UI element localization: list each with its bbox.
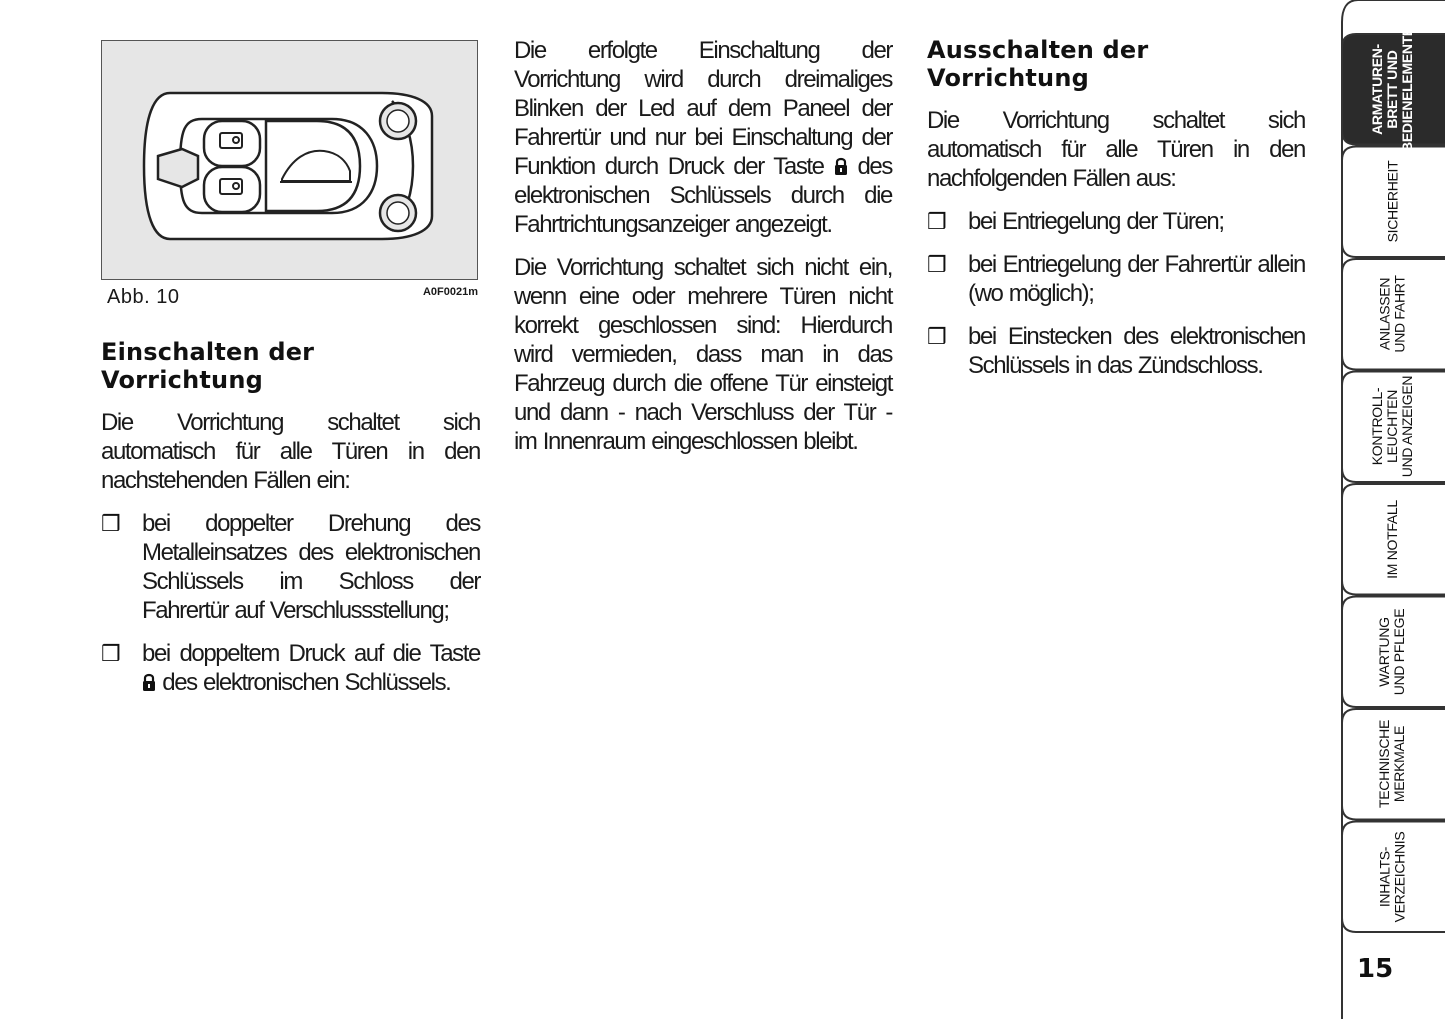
section-tab-label: WARTUNG UND PFLEGE — [1376, 608, 1408, 695]
section-tab[interactable] — [1340, 484, 1445, 595]
intro-einschalten: Die Vorrichtung schaltet sich automatisch für alle Türen in den nachstehenden Fällen ein: — [101, 409, 480, 494]
list-item-text: bei doppelter Drehung des Metalleinsatzes des elektronischen Schlüssels im Schloss der Fahrertür auf Verschlussstellung; — [142, 510, 480, 624]
section-tab-label: KONTROLL- LEUCHTEN UND ANZEIGEN — [1368, 376, 1415, 478]
section-tab[interactable] — [1340, 372, 1445, 483]
paragraph-text: Die erfolgte Einschaltung der Vorrichtung wird durch dreimaliges Blinken der Led auf dem Paneel der Fahrertür und nur bei Einschaltung der Funktion durch Druck der Taste — [514, 37, 892, 180]
page-number: 15 — [1357, 954, 1394, 984]
section-tab-label: INHALTS- VERZEICHNIS — [1376, 831, 1408, 923]
section-tab[interactable] — [1340, 147, 1445, 258]
list-item-text: des elektronischen Schlüssels. — [162, 669, 451, 696]
section-tab[interactable] — [1340, 709, 1445, 820]
figure-label: Abb. 10 — [107, 286, 180, 308]
list-item-text: bei Entriegelung der Fahrertür allein (wo möglich); — [968, 251, 1305, 307]
list-item-text: bei doppeltem Druck auf die Taste — [142, 640, 480, 667]
padlock-icon — [142, 672, 156, 692]
figure-caption — [101, 280, 480, 308]
bullet-icon: ❒ — [927, 324, 946, 349]
section-tab[interactable] — [1340, 597, 1445, 708]
list-item-text: bei Entriegelung der Türen; — [968, 208, 1224, 235]
section-tab-label: IM NOTFALL — [1384, 499, 1400, 579]
left-column — [101, 36, 480, 711]
list-ausschalten — [927, 207, 1305, 380]
section-tab[interactable] — [1340, 259, 1445, 370]
heading-einschalten: Einschalten der Vorrichtung — [101, 338, 315, 394]
heading-ausschalten: Ausschalten der Vorrichtung — [927, 36, 1149, 92]
list-item — [101, 639, 480, 697]
right-column — [927, 36, 1305, 394]
paragraph-not-active: Die Vorrichtung schaltet sich nicht ein, wenn eine oder mehrere Türen nicht korrekt geschlossen sind: Hierdurch wird vermieden, dass man in das Fahrzeug durch die offene Tür einsteigt und dann - nach Verschluss der Tür - im Innenraum eingeschlossen bleibt. — [514, 254, 892, 455]
bullet-icon: ❒ — [101, 641, 120, 666]
bullet-icon: ❒ — [101, 511, 120, 536]
list-item — [927, 207, 1305, 236]
paragraph-text: des elektronischen Schlüssels durch die Fahrtrichtungsanzeiger angezeigt. — [514, 153, 892, 238]
list-item — [101, 509, 480, 625]
list-einschalten — [101, 509, 480, 697]
padlock-icon — [834, 156, 848, 176]
paragraph-confirmation — [514, 36, 892, 239]
section-tab-label: TECHNISCHE MERKMALE — [1376, 720, 1408, 809]
remote-key-icon — [102, 41, 476, 278]
section-tabs — [1340, 0, 1445, 1019]
section-tab-label: ARMATUREN- BRETT UND BEDIENELEMENTE — [1369, 26, 1415, 152]
list-item-text: bei Einstecken des elektronischen Schlüssels in das Zündschloss. — [968, 323, 1305, 379]
section-tab[interactable] — [1340, 822, 1445, 933]
section-tab-label: ANLASSEN UND FAHRT — [1376, 275, 1408, 353]
middle-column — [514, 36, 892, 470]
figure-remote-key — [101, 40, 478, 280]
section-tab-label: SICHERHEIT — [1383, 160, 1400, 243]
section-tab[interactable] — [1340, 26, 1445, 152]
intro-ausschalten: Die Vorrichtung schaltet sich automatisch für alle Türen in den nachfolgenden Fällen aus: — [927, 107, 1305, 192]
figure-code: A0F0021m — [422, 286, 478, 298]
list-item — [927, 250, 1305, 308]
list-item — [927, 322, 1305, 380]
bullet-icon: ❒ — [927, 252, 946, 277]
bullet-icon: ❒ — [927, 209, 946, 234]
